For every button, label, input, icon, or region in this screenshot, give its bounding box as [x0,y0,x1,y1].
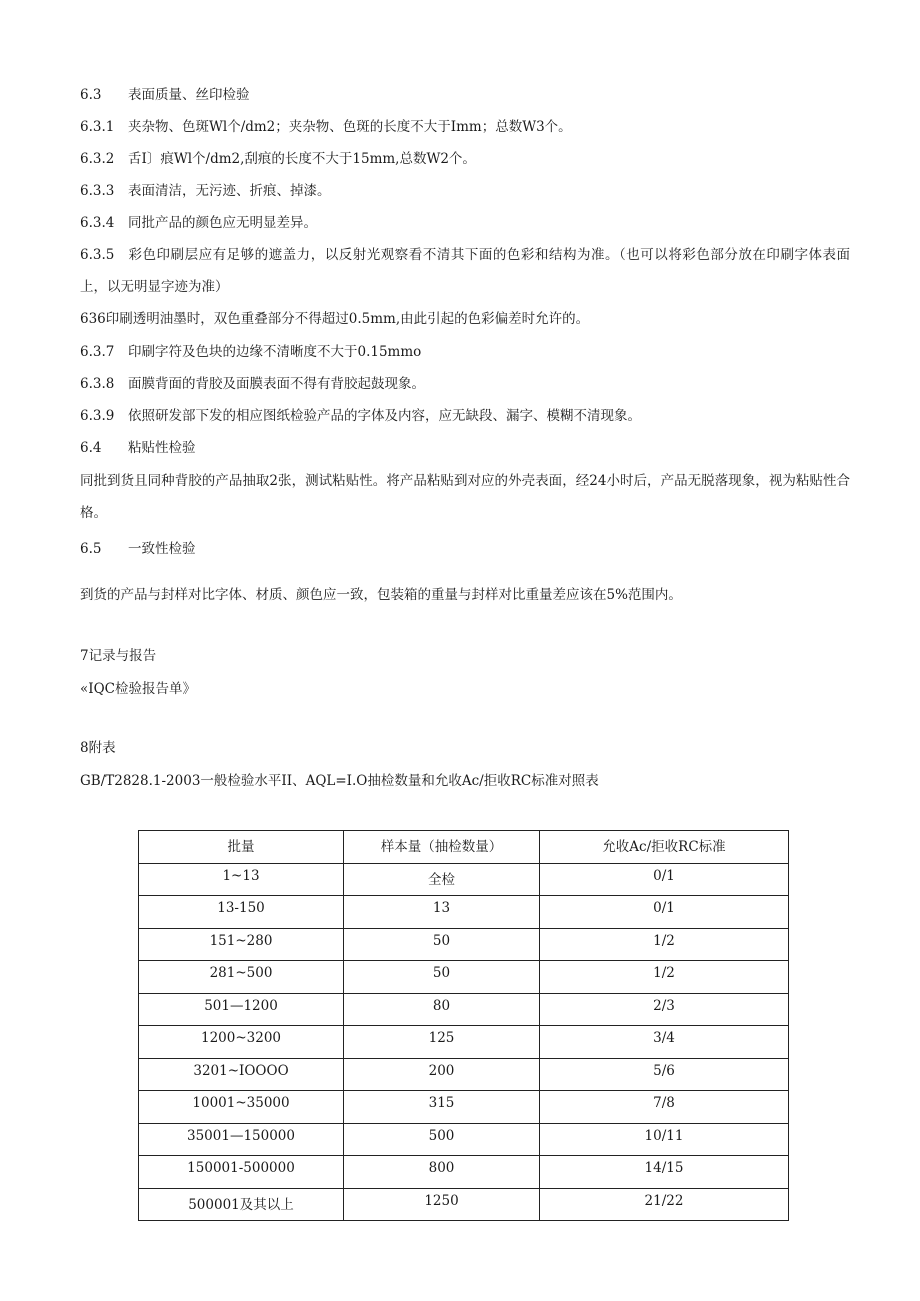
cell-sample-size: 500 [344,1123,540,1156]
table-row [139,1091,789,1124]
cell-batch: 13-150 [139,896,344,929]
cell-ac-re: 5/6 [540,1058,789,1091]
cell-sample-size: 800 [344,1156,540,1189]
aql-table [138,830,789,1221]
table-row [139,1188,789,1221]
section-7-heading: 7记录与报告 [80,648,157,664]
cell-sample-size: 200 [344,1058,540,1091]
section-6-5-body: 到货的产品与封样对比字体、材质、颜色应一致，包装箱的重量与封样对比重量差应该在5%范围内。 [80,587,682,603]
table-row [139,993,789,1026]
item-6-3-2: 6.3.2 舌I〕痕Wl个/dm2,刮痕的长度不大于15mm,总数W2个。 [80,151,476,167]
cell-batch: 501—1200 [139,993,344,1026]
cell-batch: 35001—150000 [139,1123,344,1156]
cell-batch: 10001~35000 [139,1091,344,1124]
cell-sample-size: 80 [344,993,540,1026]
item-6-3-9: 6.3.9 依照研发部下发的相应图纸检验产品的字体及内容，应无缺段、漏字、模糊不清现象。 [80,408,641,424]
cell-batch: 3201~IOOOO [139,1058,344,1091]
cell-batch: 1~13 [139,863,344,896]
item-6-3-3: 6.3.3 表面清洁，无污迹、折痕、掉漆。 [80,183,331,199]
table-row [139,863,789,896]
header-batch: 批量 [139,831,344,864]
cell-sample-size: 50 [344,928,540,961]
item-6-3-5: 6.3.5 彩色印刷层应有足够的遮盖力，以反射光观察看不清其下面的色彩和结构为准。（也可以将彩色部分放在印刷字体表面上，以无明显字迹为准） [80,247,850,295]
table-header-row [139,831,789,864]
section-6-4-body: 同批到货且同种背胶的产品抽取2张，测试粘贴性。将产品粘贴到对应的外壳表面，经24小时后，产品无脱落现象，视为粘贴性合格。 [80,473,850,521]
cell-sample-size: 13 [344,896,540,929]
section-6-4-heading: 6.4 粘贴性检验 [80,440,196,456]
cell-batch: 281~500 [139,961,344,994]
table-row [139,896,789,929]
item-6-3-8: 6.3.8 面膜背面的背胶及面膜表面不得有背胶起鼓现象。 [80,376,425,392]
cell-ac-re: 1/2 [540,961,789,994]
cell-sample-size: 125 [344,1026,540,1059]
cell-ac-re: 7/8 [540,1091,789,1124]
cell-batch: 151~280 [139,928,344,961]
cell-batch: 1200~3200 [139,1026,344,1059]
header-sample-size: 样本量（抽检数量） [344,831,540,864]
cell-batch: 500001及其以上 [139,1188,344,1221]
cell-sample-size: 50 [344,961,540,994]
cell-ac-re: 21/22 [540,1188,789,1221]
table-row [139,1026,789,1059]
table-row [139,961,789,994]
header-ac-re: 允收Ac/拒收RC标准 [540,831,789,864]
item-6-3-6: 636印刷透明油墨时，双色重叠部分不得超过0.5mm,由此引起的色彩偏差时允许的。 [80,311,590,327]
cell-ac-re: 0/1 [540,863,789,896]
table-caption: GB/T2828.1-2003一般检验水平II、AQL=I.O抽检数量和允收Ac/拒收RC标准对照表 [80,773,599,789]
table-row [139,1123,789,1156]
table-row [139,1058,789,1091]
cell-batch: 150001-500000 [139,1156,344,1189]
cell-ac-re: 3/4 [540,1026,789,1059]
table-row [139,1156,789,1189]
item-6-3-4: 6.3.4 同批产品的颜色应无明显差异。 [80,215,317,231]
cell-ac-re: 14/15 [540,1156,789,1189]
cell-ac-re: 2/3 [540,993,789,1026]
cell-ac-re: 0/1 [540,896,789,929]
item-6-3-7: 6.3.7 印刷字符及色块的边缘不清晰度不大于0.15mmo [80,344,422,360]
section-6-3-heading: 6.3 表面质量、丝印检验 [80,87,250,103]
section-8-heading: 8附表 [80,740,116,756]
cell-ac-re: 1/2 [540,928,789,961]
item-6-3-1: 6.3.1 夹杂物、色斑Wl个/dm2；夹杂物、色斑的长度不大于Imm；总数W3个。 [80,119,572,135]
cell-sample-size: 全检 [344,863,540,896]
section-7-body: «IQC检验报告单》 [80,681,196,697]
table-row [139,928,789,961]
cell-sample-size: 1250 [344,1188,540,1221]
cell-ac-re: 10/11 [540,1123,789,1156]
section-6-5-heading: 6.5 一致性检验 [80,541,196,557]
cell-sample-size: 315 [344,1091,540,1124]
